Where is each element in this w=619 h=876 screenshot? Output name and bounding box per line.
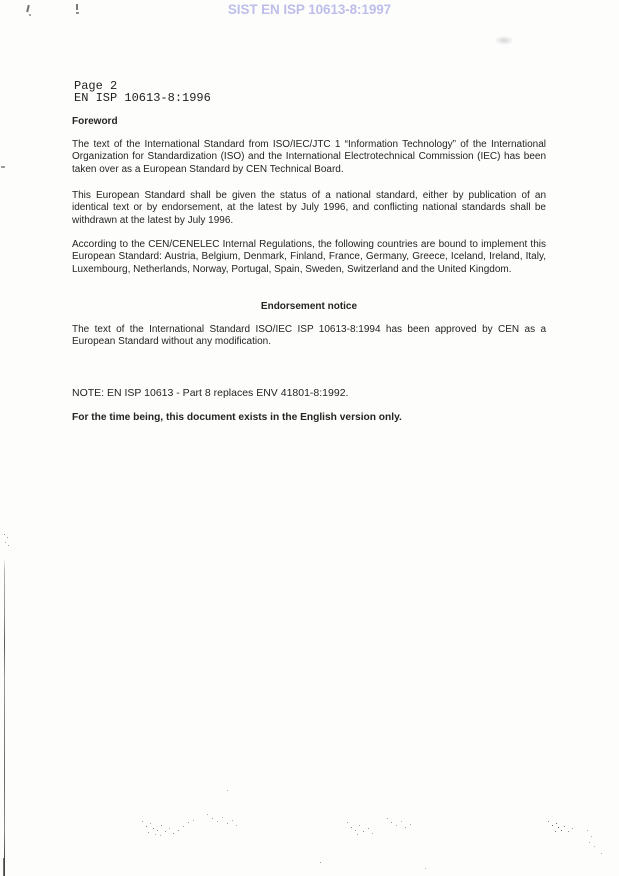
scan-artifact-stray-dots [0,0,1,1]
foreword-paragraph-1: The text of the International Standard from ISO/IEC/JTC 1 “Information Technology” of the International Organization for Standardization (ISO) and the International Electrotechnical Commission (IEC) has been taken over as a European Standard by CEN Technical Board. [72,139,546,175]
scan-artifact-speckle-cluster [205,812,206,813]
language-statement: For the time being, this document exists in the English version only. [72,412,402,423]
scan-artifact-speckle-cluster [345,818,346,819]
scan-artifact-smudge [494,36,514,45]
endorsement-paragraph: The text of the International Standard ISO/IEC ISP 10613-8:1994 has been approved by CEN as a European Standard without any modification. [72,324,546,348]
scan-artifact-pencil-dot [76,12,79,14]
page-header [74,81,211,104]
foreword-paragraph-3: According to the CEN/CENELEC Internal Regulations, the following countries are bound to implement this European Standard: Austria, Belgium, Denmark, Finland, France, Germany, Greece, Iceland, Ireland, Italy, Luxembourg, Netherlands, Norway, Portugal, Spain, Sweden, Switzerland and the United Kingdom. [72,239,546,275]
scan-artifact-edge-marks [3,533,4,534]
endorsement-notice-heading: Endorsement notice [260,301,358,312]
foreword-paragraph-2: This European Standard shall be given the status of a national standard, either by publication of an identical text or by endorsement, at the latest by July 1996, and conflicting national standards shall be withdrawn at the latest by July 1996. [72,190,546,226]
scan-artifact-speckle-cluster [385,815,386,816]
scan-artifact-speckle-cluster [140,818,141,819]
scan-artifact-pencil-dot [29,14,31,16]
note-line: NOTE: EN ISP 10613 - Part 8 replaces ENV 41801-8:1992. [72,387,349,399]
standard-reference: EN ISP 10613-8:1996 [74,90,211,105]
scan-artifact-pencil-mark [76,4,78,10]
scan-artifact-speckle-cluster [585,828,586,829]
foreword-heading: Foreword [72,116,118,127]
scan-artifact-edge-dash [1,166,5,168]
scan-artifact-left-edge-line [4,558,5,876]
page-number-label: Page 2 [74,79,118,93]
scan-artifact-speckle-cluster [546,818,547,819]
scan-artifact-left-edge-foot [3,858,5,876]
sist-watermark: SIST EN ISP 10613-8:1997 [227,2,392,17]
